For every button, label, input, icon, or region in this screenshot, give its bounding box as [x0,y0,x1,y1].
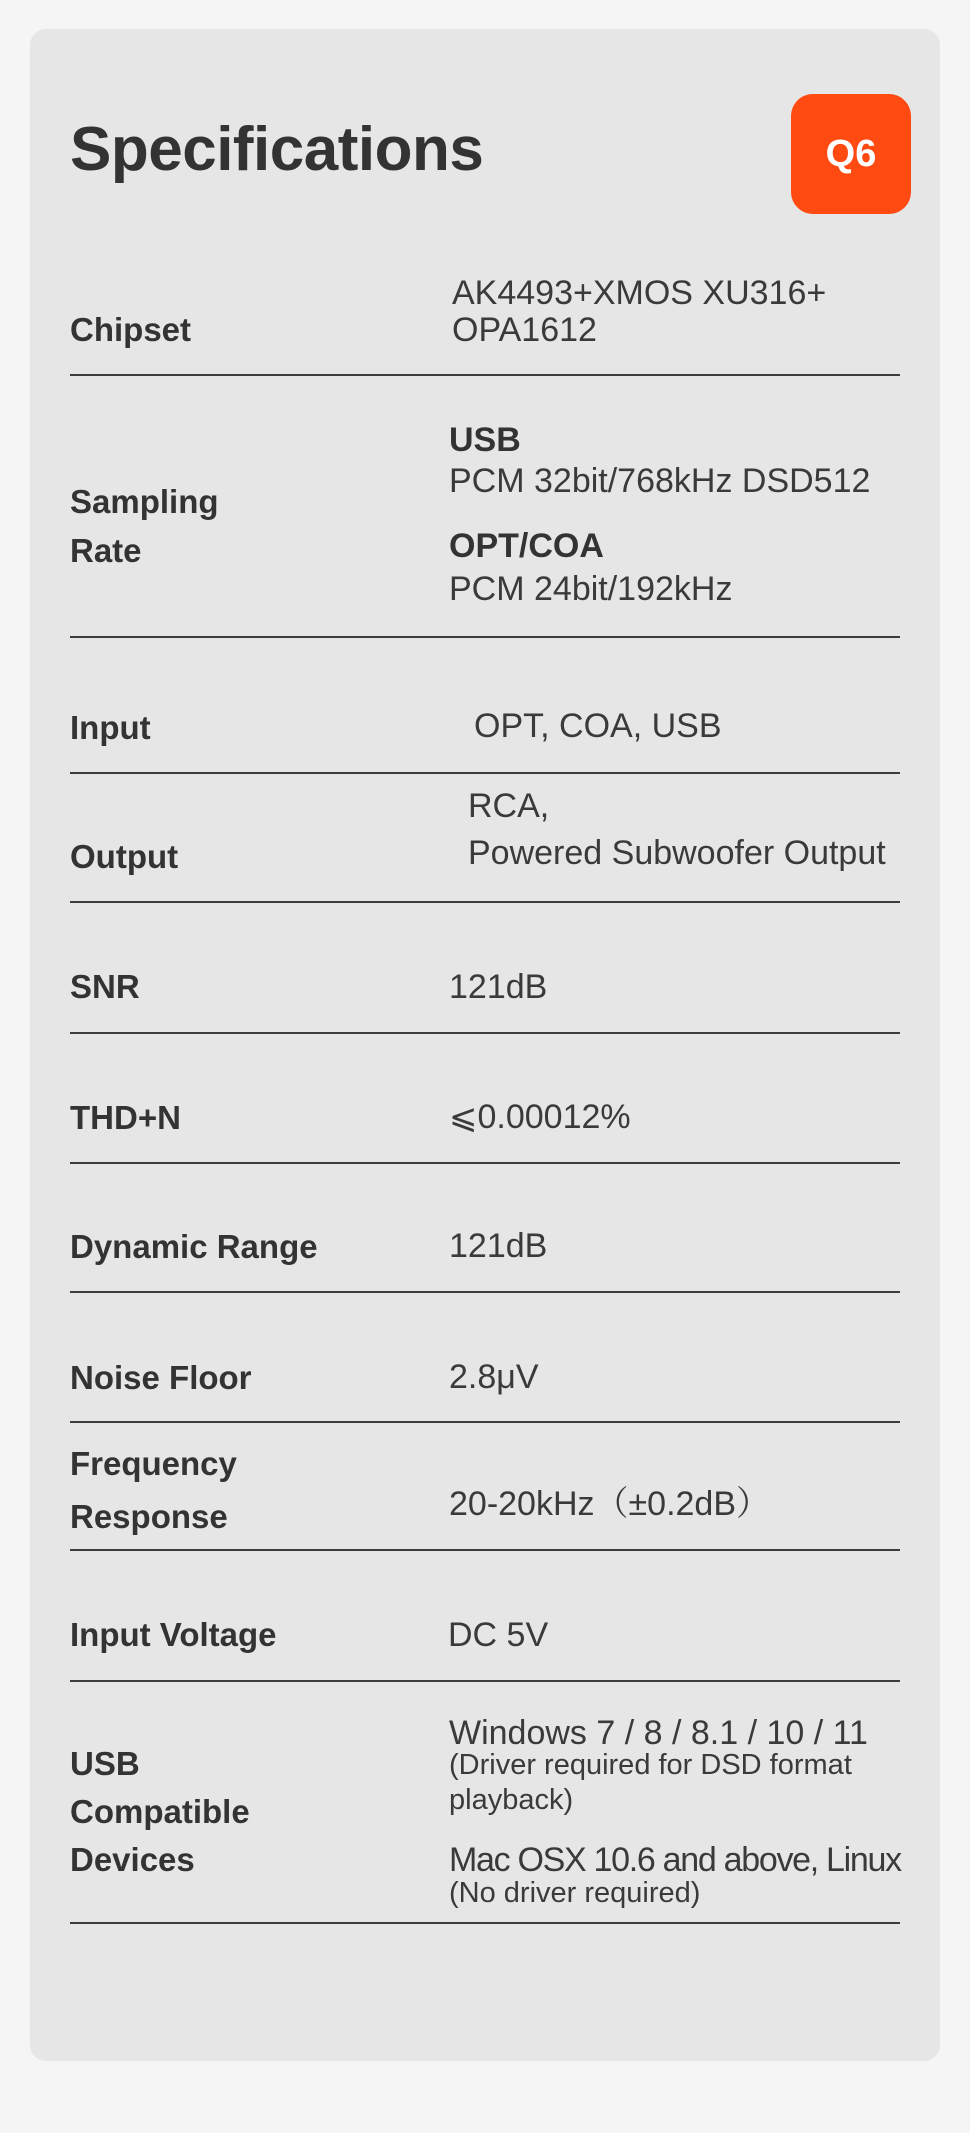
output-value-line2: Powered Subwoofer Output [468,834,886,872]
divider [70,636,900,638]
divider [70,901,900,903]
divider [70,1922,900,1924]
chipset-value-line1: AK4493+XMOS XU316+ [452,274,827,312]
chipset-label: Chipset [70,311,192,348]
usb-devices-mac: Mac OSX 10.6 and above, Linux [449,1841,901,1879]
dynamic-range-label: Dynamic Range [70,1228,318,1265]
frequency-response-label-line2: Response [70,1498,228,1535]
input-value: OPT, COA, USB [474,707,722,745]
frequency-response-value: 20-20kHz（±0.2dB） [449,1485,771,1523]
divider [70,772,900,774]
snr-label: SNR [70,968,140,1005]
usb-devices-label-line2: Compatible [70,1793,250,1830]
divider [70,1549,900,1551]
model-badge: Q6 [791,94,911,214]
usb-devices-windows: Windows 7 / 8 / 8.1 / 10 / 11 [449,1714,868,1752]
output-value-line1: RCA, [468,787,550,825]
input-label: Input [70,709,151,746]
sampling-rate-label-line2: Rate [70,532,142,569]
usb-devices-windows-note-line1: (Driver required for DSD format [449,1749,852,1781]
sampling-usb-heading: USB [449,421,521,459]
noise-floor-value: 2.8μV [449,1358,539,1396]
divider [70,1680,900,1682]
noise-floor-label: Noise Floor [70,1359,252,1396]
usb-devices-label-line1: USB [70,1745,140,1782]
input-voltage-value: DC 5V [448,1616,549,1654]
usb-devices-windows-note-line2: playback) [449,1784,574,1816]
divider [70,1421,900,1423]
sampling-usb-value: PCM 32bit/768kHz DSD512 [449,462,871,500]
thd-n-value: ⩽0.00012% [449,1098,631,1136]
thd-n-label: THD+N [70,1099,181,1136]
snr-value: 121dB [449,968,548,1006]
chipset-value-line2: OPA1612 [452,311,597,349]
sampling-opt-value: PCM 24bit/192kHz [449,570,733,608]
sampling-opt-heading: OPT/COA [449,527,604,565]
frequency-response-label-line1: Frequency [70,1445,237,1482]
divider [70,1032,900,1034]
dynamic-range-value: 121dB [449,1227,548,1265]
divider [70,1162,900,1164]
usb-devices-mac-note: (No driver required) [449,1877,701,1909]
input-voltage-label: Input Voltage [70,1616,277,1653]
usb-devices-label-line3: Devices [70,1841,195,1878]
sampling-rate-label-line1: Sampling [70,483,219,520]
divider [70,374,900,376]
page-title: Specifications [70,115,484,184]
divider [70,1291,900,1293]
output-label: Output [70,838,179,875]
